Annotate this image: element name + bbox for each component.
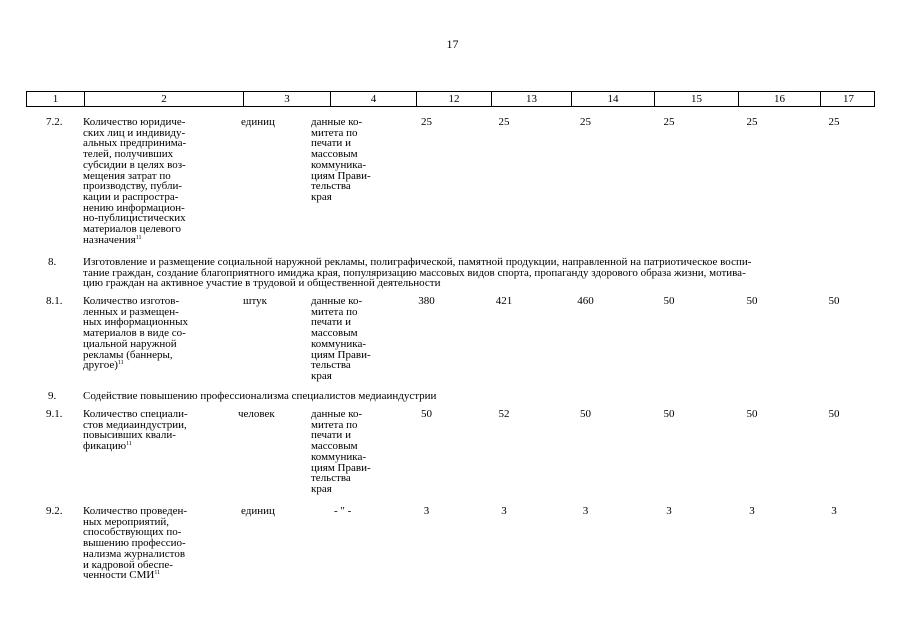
indicator-name [83, 296, 223, 371]
row-id: 8.1. [46, 295, 63, 307]
unit: штук [243, 295, 267, 307]
value-col-17: 50 [828, 295, 840, 307]
footnote-mark: 11 [154, 570, 161, 577]
value-col-16: 25 [746, 116, 758, 128]
value-col-17: 25 [828, 116, 840, 128]
data-source: данные ко- митета по печати и массовым коммуника- циям Прави- тельства края [311, 295, 371, 382]
indicator-name [83, 506, 223, 581]
value-col-12: 380 [418, 295, 435, 307]
row-id: 7.2. [46, 116, 63, 128]
value-col-13: 421 [495, 295, 513, 307]
indicator-name-text: Количество юридиче- ских лиц и индивиду- альных предпринима- телей, получивших субсидии в целях воз- мещения затрат по производству, публи- кации и распростра- нению информацион- но-публицистических материалов целевого назначения [83, 116, 187, 246]
value-col-13: 52 [498, 408, 510, 420]
value-col-13: 3 [501, 505, 507, 517]
value-col-15: 3 [666, 505, 672, 517]
unit: единиц [241, 116, 275, 128]
data-source: данные ко- митета по печати и массовым коммуника- циям Прави- тельства края [311, 408, 371, 495]
data-source: данные ко- митета по печати и массовым коммуника- циям Прави- тельства края [311, 116, 371, 203]
indicator-name [83, 409, 223, 452]
section-title: Изготовление и размещение социальной наружной рекламы, полиграфической, памятной продукции, направленной на патриотическое воспи- тание граждан, создание благоприятного имиджа края, популяризацию массовых видов спорта, пропаганду здорового образа жизни, мотива- цию граждан на активное участие в трудовой и общественной деятельности [83, 256, 752, 290]
header-cell: 13 [491, 92, 571, 106]
footnote-mark: 11 [117, 360, 124, 367]
footnote-mark: 11 [126, 441, 132, 448]
value-col-12: 50 [421, 408, 432, 420]
header-cell: 16 [738, 92, 820, 106]
section-id: 9. [48, 390, 57, 402]
value-col-16: 3 [749, 505, 755, 517]
header-cell: 2 [84, 92, 243, 106]
value-col-12: 25 [421, 116, 432, 128]
table-header-row [26, 91, 875, 107]
value-col-15: 50 [663, 295, 675, 307]
value-col-14: 460 [577, 295, 594, 307]
value-col-14: 3 [582, 505, 589, 517]
header-cell: 3 [243, 92, 330, 106]
header-cell: 12 [416, 92, 491, 106]
header-cell: 14 [571, 92, 654, 106]
unit: человек [238, 408, 275, 420]
value-col-17: 50 [828, 408, 840, 420]
footnote-mark: 11 [135, 234, 142, 241]
header-cell: 4 [330, 92, 416, 106]
section-id: 8. [48, 256, 57, 268]
indicator-name [83, 117, 223, 245]
header-cell: 17 [820, 92, 876, 106]
value-col-13: 25 [498, 116, 510, 128]
section-title: Содействие повышению профессионализма специалистов медиаиндустрии [83, 390, 437, 402]
row-id: 9.2. [46, 505, 63, 517]
row-id: 9.1. [46, 408, 63, 420]
page-number: 17 [446, 37, 459, 51]
value-col-16: 50 [746, 408, 758, 420]
value-col-15: 25 [663, 116, 675, 128]
indicator-name-text: Количество проведен- ных мероприятий, способствующих по- вышению профессио- нализма журналистов и кадровой обеспе- ченности СМИ [83, 505, 188, 582]
value-col-17: 3 [831, 505, 837, 517]
value-col-15: 50 [663, 408, 675, 420]
value-col-14: 50 [580, 408, 591, 420]
indicator-name-text: Количество специали- стов медиаиндустрии, повысивших квали- фикацию [83, 408, 188, 453]
value-col-16: 50 [746, 295, 758, 307]
unit: единиц [241, 505, 275, 517]
value-col-12: 3 [423, 505, 430, 517]
value-col-14: 25 [580, 116, 591, 128]
indicator-name-text: Количество изготов- ленных и размещен- ных информационных материалов в виде со- циальной наружной рекламы (баннеры, другое) [83, 295, 188, 372]
header-cell: 15 [654, 92, 738, 106]
header-cell: 1 [52, 93, 59, 105]
data-source: - " - [334, 505, 352, 517]
